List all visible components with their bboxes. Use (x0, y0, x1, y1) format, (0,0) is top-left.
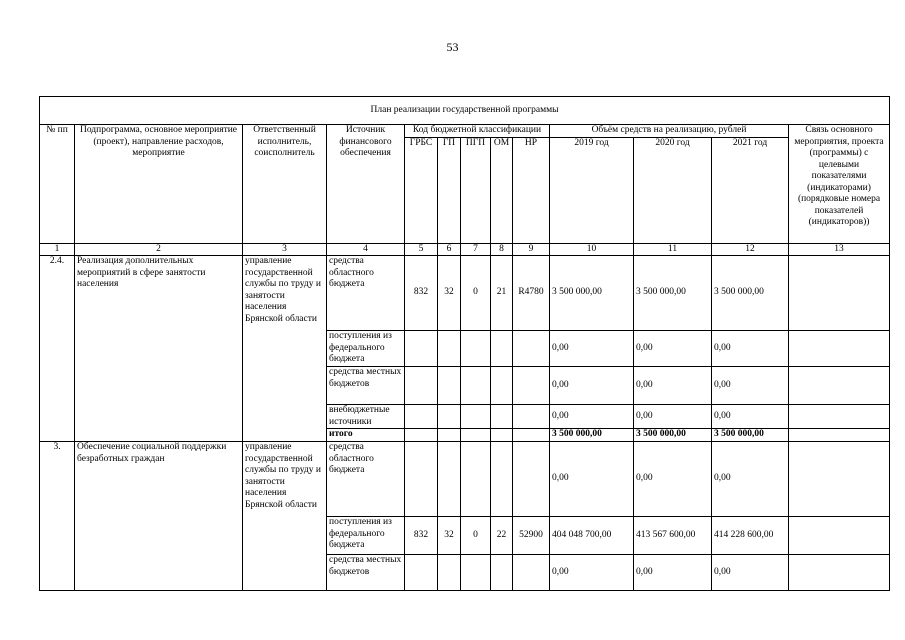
header-volume: Объём средств на реализацию, рублей (550, 125, 789, 138)
value-2019: 0,00 (550, 405, 634, 429)
table-title: План реализации государственной программы (40, 97, 890, 125)
np-cell (513, 331, 550, 367)
program-plan-table (39, 96, 890, 591)
header-2020: 2020 год (634, 138, 712, 244)
link-cell (789, 405, 890, 429)
grbs-cell (405, 429, 438, 442)
gp-cell: 32 (438, 517, 461, 555)
grbs-cell (405, 555, 438, 591)
header-2019: 2019 год (550, 138, 634, 244)
col-number: 13 (789, 244, 890, 256)
np-cell (513, 367, 550, 405)
col-number: 4 (327, 244, 405, 256)
col-number: 5 (405, 244, 438, 256)
header-subprogram: Подпрограмма, основное мероприятие (проект), направление расходов, мероприятие (75, 125, 243, 244)
value-2019: 0,00 (550, 555, 634, 591)
grbs-cell: 832 (405, 517, 438, 555)
grbs-cell (405, 331, 438, 367)
source-cell-total: итого (327, 429, 405, 442)
om-cell: 22 (491, 517, 513, 555)
value-2021: 0,00 (712, 555, 789, 591)
pgp-cell (461, 429, 491, 442)
header-executor: Ответственный исполнитель, соисполнитель (243, 125, 327, 244)
np-cell (513, 429, 550, 442)
header-grbs: ГРБС (405, 138, 438, 244)
link-cell (789, 555, 890, 591)
gp-cell (438, 555, 461, 591)
gp-cell (438, 405, 461, 429)
om-cell (491, 331, 513, 367)
value-2021: 0,00 (712, 405, 789, 429)
grbs-cell (405, 442, 438, 517)
value-2021: 3 500 000,00 (712, 256, 789, 331)
col-number: 2 (75, 244, 243, 256)
table-row (40, 442, 890, 517)
pgp-cell (461, 555, 491, 591)
header-gp: ГП (438, 138, 461, 244)
value-2020: 0,00 (634, 405, 712, 429)
value-2019: 3 500 000,00 (550, 256, 634, 331)
link-cell (789, 256, 890, 331)
section-name: Обеспечение социальной поддержки безработных граждан (75, 442, 243, 591)
pgp-cell (461, 367, 491, 405)
header-om: ОМ (491, 138, 513, 244)
value-2021: 414 228 600,00 (712, 517, 789, 555)
link-cell (789, 331, 890, 367)
grbs-cell: 832 (405, 256, 438, 331)
om-cell (491, 405, 513, 429)
np-cell (513, 405, 550, 429)
grbs-cell (405, 367, 438, 405)
value-2019: 0,00 (550, 442, 634, 517)
pgp-cell (461, 331, 491, 367)
om-cell (491, 429, 513, 442)
gp-cell (438, 429, 461, 442)
value-2019: 0,00 (550, 367, 634, 405)
header-pgp: ПГП (461, 138, 491, 244)
section-executor: управление государственной службы по труду и занятости населения Брянской области (243, 442, 327, 591)
section-number: 3. (40, 442, 75, 591)
pgp-cell (461, 442, 491, 517)
section-name: Реализация дополнительных мероприятий в сфере занятости населения (75, 256, 243, 442)
np-cell (513, 555, 550, 591)
table-row (40, 256, 890, 331)
page-number: 53 (446, 40, 459, 54)
value-2019: 404 048 700,00 (550, 517, 634, 555)
om-cell (491, 442, 513, 517)
col-number: 9 (513, 244, 550, 256)
link-cell (789, 367, 890, 405)
source-cell: средства местных бюджетов (327, 367, 405, 405)
value-2020: 3 500 000,00 (634, 256, 712, 331)
pgp-cell: 0 (461, 256, 491, 331)
value-2021: 0,00 (712, 331, 789, 367)
link-cell (789, 517, 890, 555)
np-cell: R4780 (513, 256, 550, 331)
gp-cell: 32 (438, 256, 461, 331)
source-cell: поступления из федерального бюджета (327, 331, 405, 367)
section-executor: управление государственной службы по труду и занятости населения Брянской области (243, 256, 327, 442)
value-2021: 0,00 (712, 442, 789, 517)
value-2021-total: 3 500 000,00 (712, 429, 789, 442)
header-num: № пп (40, 125, 75, 244)
col-number: 1 (40, 244, 75, 256)
value-2019: 0,00 (550, 331, 634, 367)
value-2019-total: 3 500 000,00 (550, 429, 634, 442)
gp-cell (438, 331, 461, 367)
header-2021: 2021 год (712, 138, 789, 244)
col-number: 7 (461, 244, 491, 256)
section-number: 2.4. (40, 256, 75, 442)
col-number: 12 (712, 244, 789, 256)
col-number: 10 (550, 244, 634, 256)
value-2020: 0,00 (634, 367, 712, 405)
link-cell (789, 442, 890, 517)
grbs-cell (405, 405, 438, 429)
value-2020: 0,00 (634, 331, 712, 367)
header-np: НР (513, 138, 550, 244)
value-2020: 413 567 600,00 (634, 517, 712, 555)
om-cell: 21 (491, 256, 513, 331)
header-link: Связь основного мероприятия, проекта (программы) с целевыми показателями (индикаторами) (порядковые номера показателей (индикаторов)) (789, 125, 890, 244)
source-cell: средства областного бюджета (327, 256, 405, 331)
om-cell (491, 555, 513, 591)
np-cell (513, 442, 550, 517)
gp-cell (438, 367, 461, 405)
source-cell: средства местных бюджетов (327, 555, 405, 591)
source-cell: внебюджетные источники (327, 405, 405, 429)
value-2020: 0,00 (634, 442, 712, 517)
source-cell: средства областного бюджета (327, 442, 405, 517)
pgp-cell: 0 (461, 517, 491, 555)
value-2020-total: 3 500 000,00 (634, 429, 712, 442)
header-budget-code: Код бюджетной классификации (405, 125, 550, 138)
pgp-cell (461, 405, 491, 429)
value-2021: 0,00 (712, 367, 789, 405)
link-cell (789, 429, 890, 442)
col-number: 8 (491, 244, 513, 256)
col-number: 11 (634, 244, 712, 256)
col-number: 6 (438, 244, 461, 256)
gp-cell (438, 442, 461, 517)
np-cell: 52900 (513, 517, 550, 555)
value-2020: 0,00 (634, 555, 712, 591)
col-number: 3 (243, 244, 327, 256)
om-cell (491, 367, 513, 405)
source-cell: поступления из федерального бюджета (327, 517, 405, 555)
header-source: Источник финансового обеспечения (327, 125, 405, 244)
